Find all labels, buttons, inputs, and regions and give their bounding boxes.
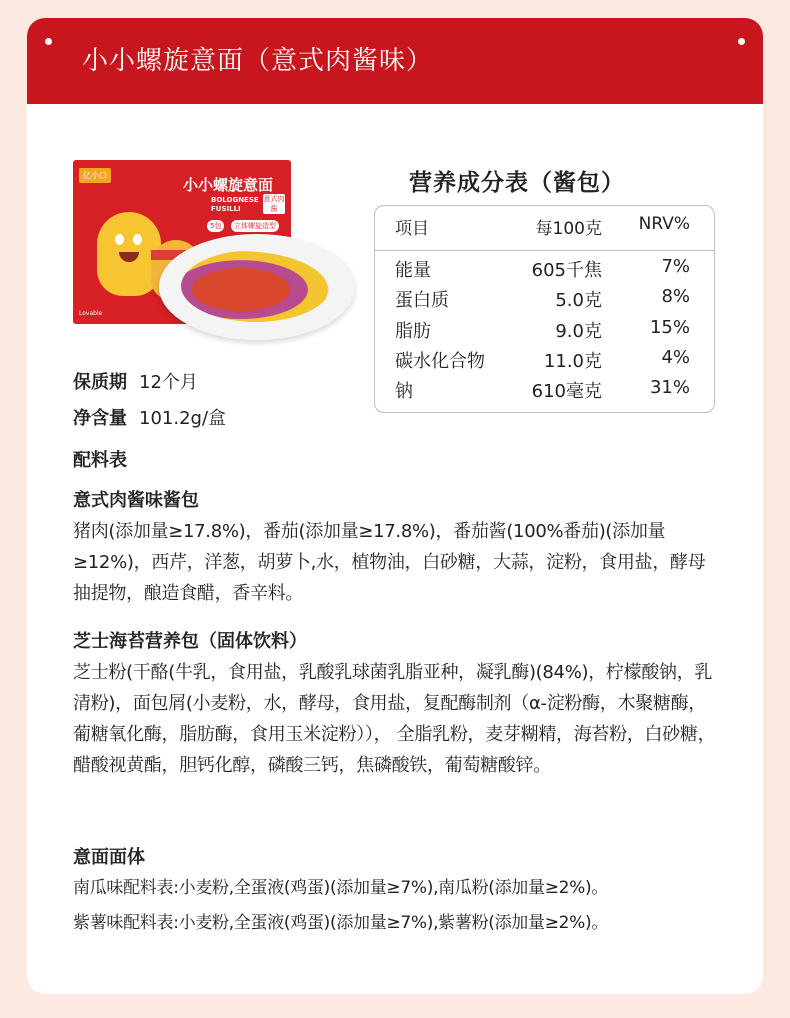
cheese-section-title: 芝士海苔营养包（固体饮料） (73, 631, 307, 652)
box-small-text: Lovable (79, 310, 103, 317)
noodle-section-title: 意面面体 (73, 847, 145, 868)
ingredients-title: 配料表 (73, 450, 127, 471)
box-title: 小小螺旋意面 (183, 176, 274, 194)
page-title: 小小螺旋意面（意式肉酱味） (82, 46, 434, 76)
pasta-food (181, 250, 331, 322)
cell-item: 蛋白质 (395, 290, 449, 311)
cheese-ingredients-text: 芝士粉(干酪(牛乳，食用盐，乳酸乳球菌乳脂亚种，凝乳酶)(84%)，柠檬酸钠，乳清粉)，面包屑(小麦粉，水，酵母，食用盐，复配酶制剂（α-淀粉酶，木聚糖酶，葡糖氧化酶，脂肪酶，食用玉米淀粉））， 全脂乳粉，麦芽糊精，海苔粉，白砂糖，醋酸视黄酯，胆钙化醇，磷酸三钙，焦磷酸铁，葡萄糖酸锌。 (73, 662, 716, 776)
cell-item: 能量 (395, 260, 431, 281)
table-row (375, 377, 714, 407)
cell-nrv: 15% (649, 317, 690, 338)
nutrition-table (374, 205, 715, 413)
table-row (375, 347, 714, 377)
header-item: 项目 (395, 219, 429, 239)
nutrition-header-row (375, 214, 714, 244)
cell-item: 脂肪 (395, 321, 431, 342)
cell-item: 钠 (395, 381, 413, 402)
net-content-value: 101.2g/盒 (139, 408, 227, 429)
mascot-mouth (119, 252, 139, 262)
net-content (73, 404, 226, 430)
shelf-life-label: 保质期 (73, 372, 127, 393)
cell-nrv: 8% (661, 286, 690, 307)
noodle-pumpkin-text: 南瓜味配料表:小麦粉,全蛋液(鸡蛋)(添加量≥7%),南瓜粉(添加量≥2%)。 (73, 878, 609, 898)
cell-item: 碳水化合物 (395, 351, 485, 372)
box-subtitle-line-2: FUSILLI (211, 205, 241, 213)
cell-nrv: 7% (661, 256, 690, 277)
cell-value: 605千焦 (531, 260, 602, 281)
decor-dot-right (738, 38, 745, 45)
pack-count-pill: 5包 (207, 220, 224, 232)
brand-logo: 亿小口 (79, 168, 111, 183)
mascot-eye (115, 234, 124, 245)
table-row (375, 317, 714, 347)
noodle-purple-potato-text: 紫薯味配料表:小麦粉,全蛋液(鸡蛋)(添加量≥7%),紫薯粉(添加量≥2%)。 (73, 913, 609, 933)
cell-nrv: 31% (649, 377, 690, 398)
table-row (375, 286, 714, 316)
product-image (73, 160, 355, 340)
shape-pill: 立体螺旋造型 (231, 220, 279, 232)
header-nrv: NRV% (638, 214, 690, 234)
cell-value: 610毫克 (531, 381, 602, 402)
header-bar (27, 18, 763, 104)
net-content-label: 净含量 (73, 408, 127, 429)
shelf-life-value: 12个月 (139, 372, 198, 393)
flavor-badge: 意式肉酱 (263, 195, 285, 213)
table-row (375, 256, 714, 286)
pasta-plate (159, 234, 355, 340)
box-subtitle (211, 196, 259, 214)
decor-dot-left (45, 38, 52, 45)
product-info-card (27, 18, 763, 994)
cell-nrv: 4% (661, 347, 690, 368)
table-divider (375, 250, 714, 251)
shelf-life (73, 368, 198, 394)
box-subtitle-line-1: BOLOGNESE (211, 196, 259, 204)
mascot-eye (133, 234, 142, 245)
cell-value: 9.0克 (555, 321, 602, 342)
header-per100g: 每100克 (535, 219, 602, 239)
sauce-ingredients-text: 猪肉(添加量≥17.8%)，番茄(添加量≥17.8%)，番茄酱(100%番茄)(添加量≥12%)，西芹，洋葱，胡萝卜,水，植物油，白砂糖，大蒜，淀粉，食用盐，酵母抽提物，酿造食醋，香辛料。 (73, 521, 706, 604)
sauce-section-title: 意式肉酱味酱包 (73, 490, 199, 511)
cell-value: 11.0克 (543, 351, 602, 372)
nutrition-title: 营养成分表（酱包） (409, 170, 625, 196)
cell-value: 5.0克 (555, 290, 602, 311)
